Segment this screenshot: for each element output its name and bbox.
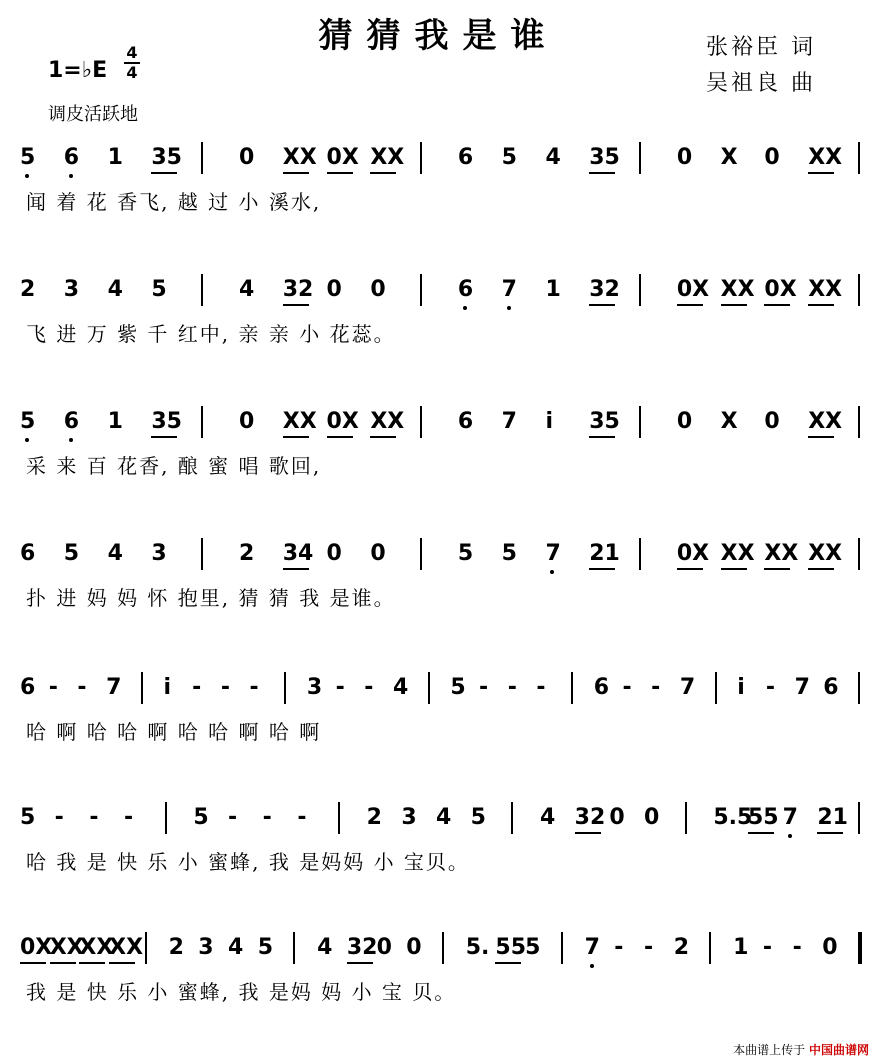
note: 21 — [589, 541, 620, 566]
note: 6 — [457, 145, 474, 170]
score-line-1 — [0, 145, 877, 214]
note: 5 — [193, 805, 209, 830]
note: 2 — [238, 541, 255, 566]
note: - — [651, 675, 661, 700]
barline — [284, 672, 286, 704]
note: i — [737, 675, 745, 700]
note: - — [228, 805, 238, 830]
note: 4 — [107, 277, 123, 302]
low-octave-dot — [25, 174, 29, 178]
beam-underline — [151, 172, 177, 174]
low-octave-dot — [507, 306, 511, 310]
note: 0 — [238, 409, 255, 434]
beam-underline — [283, 436, 309, 438]
note: 4 — [545, 145, 561, 170]
note: XX — [720, 277, 755, 302]
note: X — [720, 145, 738, 170]
footer — [733, 1041, 869, 1058]
note: 35 — [589, 409, 620, 434]
beam-underline — [575, 832, 601, 834]
barline — [165, 802, 167, 834]
note: XX — [109, 935, 144, 960]
note: XX — [720, 541, 755, 566]
note: 0 — [764, 409, 780, 434]
barline — [293, 932, 295, 964]
lyrics-line-4: 扑 进 妈 妈 怀 抱里, 猜 猜 我 是谁。 — [26, 586, 396, 610]
note: 7 — [545, 541, 561, 566]
barline — [338, 802, 340, 834]
barline — [639, 538, 641, 570]
note: 3 — [151, 541, 167, 566]
note: 3 — [198, 935, 214, 960]
beam-underline — [677, 304, 703, 306]
note: 32 — [346, 935, 378, 960]
time-sig-top: 4 — [126, 43, 138, 62]
note: XX — [370, 409, 405, 434]
note: - — [89, 805, 99, 830]
note: - — [622, 675, 632, 700]
note: 5 — [450, 675, 466, 700]
note: 5 — [20, 409, 36, 434]
note: - — [614, 935, 624, 960]
note: 0 — [406, 935, 422, 960]
barline — [511, 802, 513, 834]
note: 0X — [20, 935, 53, 960]
beam-underline — [764, 568, 790, 570]
note: 0X — [676, 277, 710, 302]
note: - — [192, 675, 202, 700]
lyrics-line-2: 飞 进 万 紫 千 红中, 亲 亲 小 花蕊。 — [26, 322, 396, 346]
note: 5. — [465, 935, 490, 960]
note: 0 — [238, 145, 255, 170]
low-octave-dot — [550, 570, 554, 574]
note: 1 — [107, 409, 123, 434]
note: - — [54, 805, 64, 830]
low-octave-dot — [25, 438, 29, 442]
low-octave-dot — [69, 438, 73, 442]
beam-underline — [721, 304, 747, 306]
barline — [858, 802, 860, 834]
barline — [685, 802, 687, 834]
note: 3 — [401, 805, 417, 830]
note: 55 — [748, 805, 779, 830]
beam-underline — [151, 436, 177, 438]
note: i — [545, 409, 554, 434]
barline — [201, 142, 203, 174]
beam-underline — [589, 304, 615, 306]
note: 4 — [317, 935, 333, 960]
note: XX — [49, 935, 84, 960]
barline — [709, 932, 711, 964]
barline — [145, 932, 147, 964]
note: 4 — [436, 805, 452, 830]
note: 7 — [794, 675, 810, 700]
note: - — [792, 935, 802, 960]
note: XX — [282, 409, 317, 434]
note: 55 — [495, 935, 527, 960]
note: - — [479, 675, 489, 700]
note: 0 — [326, 541, 342, 566]
key-signature: 1=♭E — [48, 58, 108, 83]
note: - — [262, 805, 272, 830]
note: 2 — [20, 277, 36, 302]
beam-underline — [808, 436, 834, 438]
barline — [858, 274, 860, 306]
note: - — [364, 675, 374, 700]
note: 32 — [282, 277, 314, 302]
note: 35 — [151, 409, 182, 434]
note: 7 — [584, 935, 600, 960]
note: XX — [282, 145, 317, 170]
note: - — [220, 675, 230, 700]
note: - — [77, 675, 87, 700]
note: 4 — [392, 675, 409, 700]
beam-underline — [283, 304, 309, 306]
note: 0 — [676, 145, 693, 170]
score-line-2 — [0, 277, 877, 346]
note: 0 — [676, 409, 693, 434]
lyrics-line-7: 我 是 快 乐 小 蜜蜂, 我 是妈 妈 小 宝 贝。 — [26, 980, 457, 1004]
note: - — [765, 675, 776, 700]
barline — [715, 672, 717, 704]
note: 0 — [376, 935, 392, 960]
note: i — [163, 675, 171, 700]
barline — [571, 672, 573, 704]
note: 4 — [540, 805, 556, 830]
beam-underline — [283, 568, 309, 570]
note: 5 — [20, 145, 36, 170]
note: 6 — [593, 675, 610, 700]
note: 6 — [823, 675, 839, 700]
note: 0 — [370, 277, 386, 302]
note: - — [124, 805, 134, 830]
note: 0 — [764, 145, 780, 170]
beam-underline — [79, 962, 105, 964]
note: 32 — [589, 277, 620, 302]
note: 5 — [501, 145, 517, 170]
beam-underline — [327, 436, 353, 438]
note: 7 — [782, 805, 798, 830]
note: 2 — [366, 805, 382, 830]
beam-underline — [283, 172, 309, 174]
note: 4 — [238, 277, 255, 302]
barline — [561, 932, 563, 964]
note: 5 — [63, 541, 80, 566]
note: 3 — [63, 277, 80, 302]
note: - — [48, 675, 58, 700]
beam-underline — [589, 568, 615, 570]
note: 5 — [501, 541, 517, 566]
barline — [420, 142, 422, 174]
note: 0 — [326, 277, 342, 302]
beam-underline — [370, 436, 396, 438]
beam-underline — [495, 962, 521, 964]
note: 0 — [822, 935, 838, 960]
score-line-5 — [0, 675, 877, 744]
note: 6 — [20, 675, 36, 700]
low-octave-dot — [463, 306, 467, 310]
note: XX — [808, 409, 843, 434]
beam-underline — [817, 832, 843, 834]
note: - — [297, 805, 307, 830]
note: 1 — [107, 145, 123, 170]
beam-underline — [20, 962, 46, 964]
barline — [141, 672, 143, 704]
lyricist: 张裕臣 词 — [706, 35, 816, 60]
beam-underline — [347, 962, 373, 964]
beam-underline — [808, 568, 834, 570]
note: 0X — [326, 409, 359, 434]
footer-text: 本曲谱上传于 — [733, 1043, 806, 1057]
barline — [639, 142, 641, 174]
note: 0X — [676, 541, 710, 566]
barline — [858, 672, 860, 704]
note: 6 — [20, 541, 36, 566]
time-sig-bottom: 4 — [124, 62, 140, 82]
barline — [420, 274, 422, 306]
low-octave-dot — [69, 174, 73, 178]
barline — [420, 538, 422, 570]
note: 35 — [589, 145, 620, 170]
note: 2 — [168, 935, 184, 960]
note: XX — [808, 277, 843, 302]
note: 6 — [63, 409, 80, 434]
note: - — [644, 935, 654, 960]
beam-underline — [677, 568, 703, 570]
beam-underline — [764, 304, 790, 306]
beam-underline — [589, 436, 615, 438]
song-title: 猜猜我是谁 — [318, 16, 559, 56]
note: 1 — [545, 277, 561, 302]
note: 0X — [326, 145, 359, 170]
note: X — [720, 409, 738, 434]
note: XX — [808, 541, 843, 566]
note: 5 — [257, 935, 274, 960]
note: 5.5 — [713, 805, 753, 830]
note: 6 — [457, 409, 474, 434]
beam-underline — [109, 962, 135, 964]
score-line-4 — [0, 541, 877, 610]
lyrics-line-1: 闻 着 花 香飞, 越 过 小 溪水, — [26, 190, 322, 214]
note: 7 — [501, 409, 517, 434]
note: 34 — [282, 541, 314, 566]
note: 35 — [151, 145, 182, 170]
tempo-marking: 调皮活跃地 — [48, 104, 138, 125]
footer-brand: 中国曲谱网 — [808, 1043, 869, 1057]
barline — [420, 406, 422, 438]
note: - — [507, 675, 517, 700]
note: 5 — [470, 805, 486, 830]
note: 3 — [306, 675, 323, 700]
note: 6 — [63, 145, 80, 170]
beam-underline — [748, 832, 774, 834]
note: 2 — [673, 935, 690, 960]
note: 5 — [151, 277, 167, 302]
lyrics-line-5: 哈 啊 哈 哈 啊 哈 哈 啊 哈 啊 — [26, 720, 322, 744]
lyrics-line-6: 哈 我 是 快 乐 小 蜜蜂, 我 是妈妈 小 宝贝。 — [26, 850, 470, 874]
note: 0 — [370, 541, 386, 566]
note: 7 — [679, 675, 696, 700]
note: 5 — [457, 541, 474, 566]
note: 4 — [228, 935, 244, 960]
barline — [201, 538, 203, 570]
barline — [201, 406, 203, 438]
beam-underline — [589, 172, 615, 174]
barline — [858, 406, 860, 438]
note: 21 — [817, 805, 848, 830]
barline — [201, 274, 203, 306]
barline — [442, 932, 444, 964]
beam-underline — [50, 962, 76, 964]
note: 7 — [501, 277, 517, 302]
lyrics-line-3: 采 来 百 花香, 酿 蜜 唱 歌回, — [26, 454, 322, 478]
note: 5 — [525, 935, 541, 960]
note: 0 — [644, 805, 660, 830]
note: - — [249, 675, 259, 700]
composer: 吴祖良 曲 — [706, 71, 816, 96]
note: XX — [808, 145, 843, 170]
note: XX — [79, 935, 114, 960]
barline — [858, 142, 860, 174]
note: 0 — [609, 805, 625, 830]
note: XX — [370, 145, 405, 170]
note: XX — [764, 541, 799, 566]
note: 5 — [20, 805, 36, 830]
final-barline — [858, 932, 862, 964]
barline — [639, 406, 641, 438]
note: - — [335, 675, 345, 700]
beam-underline — [370, 172, 396, 174]
barline — [858, 538, 860, 570]
beam-underline — [721, 568, 747, 570]
beam-underline — [808, 304, 834, 306]
note: 32 — [574, 805, 606, 830]
note: - — [536, 675, 546, 700]
low-octave-dot — [788, 834, 792, 838]
score-line-6 — [0, 805, 877, 874]
low-octave-dot — [590, 964, 594, 968]
barline — [428, 672, 430, 704]
note: 6 — [457, 277, 474, 302]
note: 7 — [106, 675, 122, 700]
score-line-7 — [0, 935, 877, 1004]
note: 1 — [733, 935, 749, 960]
note: 0X — [764, 277, 797, 302]
barline — [639, 274, 641, 306]
note: - — [762, 935, 772, 960]
time-signature — [124, 44, 140, 82]
score-line-3 — [0, 409, 877, 478]
note: 4 — [107, 541, 123, 566]
beam-underline — [808, 172, 834, 174]
beam-underline — [327, 172, 353, 174]
